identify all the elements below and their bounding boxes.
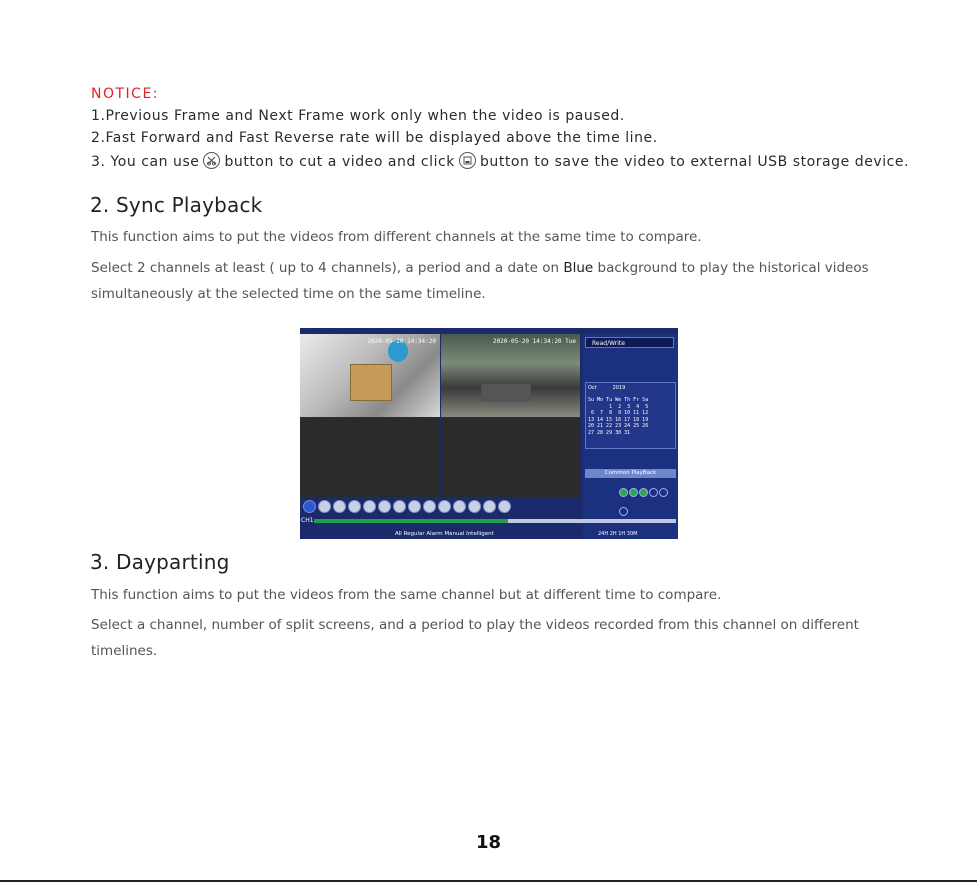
recorded-segment — [314, 519, 508, 523]
notice-line-3-part-b: button to cut a video and click — [224, 154, 455, 170]
calendar-grid — [588, 397, 674, 437]
calendar-row[interactable]: 6 7 8 9 10 11 12 — [588, 410, 649, 417]
calendar-year[interactable]: 2019 — [612, 385, 626, 391]
channel-chip[interactable] — [649, 488, 658, 497]
channel-chip[interactable] — [619, 488, 628, 497]
save-icon — [459, 152, 476, 169]
sync-paragraph-2-b: background to play the historical videos — [597, 260, 869, 276]
video-channel-1 — [300, 334, 440, 417]
video-2-timestamp: 2020-05-20 14:34:20 Tue — [492, 338, 576, 345]
notice-line-3-part-c: button to save the video to external USB storage device. — [479, 154, 910, 170]
calendar-header — [588, 385, 673, 393]
timeline[interactable] — [300, 512, 678, 526]
daypart-paragraph-3: timelines. — [91, 643, 158, 659]
video-channel-2 — [441, 334, 580, 417]
playback-toolbar — [300, 498, 678, 512]
video-1-timestamp: 2020-05-20 14:34:20 — [367, 338, 436, 345]
video-channel-4 — [441, 418, 580, 497]
channel-chip[interactable] — [629, 488, 638, 497]
notice-line-2: 2.Fast Forward and Fast Reverse rate will be displayed above the time line. — [91, 130, 658, 146]
page-number: 18 — [475, 832, 502, 853]
calendar-row[interactable]: 27 28 29 30 31 — [588, 429, 631, 436]
calendar-weekdays: Su Mo Tu We Th Fr Sa — [588, 397, 649, 403]
sync-paragraph-2-a: Select 2 channels at least ( up to 4 channels), a period and a date on — [91, 260, 560, 276]
channel-chip[interactable] — [659, 488, 668, 497]
notice-line-3 — [91, 152, 909, 170]
video-channel-3 — [300, 418, 440, 497]
timeline-channel-label: CH1 — [301, 517, 314, 524]
notice-title: NOTICE: — [91, 86, 160, 102]
daypart-paragraph-2: Select a channel, number of split screens, and a period to play the videos recorded from this channel on different — [91, 617, 859, 633]
package-figure — [350, 364, 392, 401]
sync-playback-heading: 2. Sync Playback — [90, 193, 263, 217]
channel-chip[interactable] — [639, 488, 648, 497]
calendar[interactable] — [585, 382, 676, 449]
calendar-row[interactable]: 13 14 15 16 17 18 19 — [588, 416, 649, 423]
daypart-paragraph-1: This function aims to put the videos from the same channel but at different time to compare. — [91, 587, 722, 603]
scissors-icon — [203, 152, 220, 169]
footer-rule — [0, 880, 977, 882]
blue-word: Blue — [563, 260, 594, 276]
notice-line-1: 1.Previous Frame and Next Frame work only when the video is paused. — [91, 108, 625, 124]
calendar-row[interactable]: 20 21 22 23 24 25 26 — [588, 423, 649, 430]
sync-paragraph-2 — [91, 260, 869, 276]
notice-line-3-part-a: 3. You can use — [91, 154, 200, 170]
calendar-month[interactable]: Oct — [588, 385, 597, 391]
calendar-row[interactable]: 1 2 3 4 5 — [588, 403, 649, 410]
sync-paragraph-1: This function aims to put the videos from different channels at the same time to compare. — [91, 229, 702, 245]
record-type-legend: All Regular Alarm Manual Intelligent — [395, 531, 494, 537]
dayparting-heading: 3. Dayparting — [90, 550, 230, 574]
read-write-select[interactable]: Read/Write — [585, 337, 674, 348]
unrecorded-segment — [508, 519, 676, 523]
timeline-zoom-buttons[interactable]: 24H 2H 1H 30M — [598, 531, 638, 537]
sync-paragraph-3: simultaneously at the selected time on the same timeline. — [91, 286, 486, 302]
sofa-figure — [481, 384, 531, 402]
common-playback-button[interactable]: Common PlayBack — [585, 469, 676, 478]
sync-playback-screenshot — [300, 328, 678, 539]
